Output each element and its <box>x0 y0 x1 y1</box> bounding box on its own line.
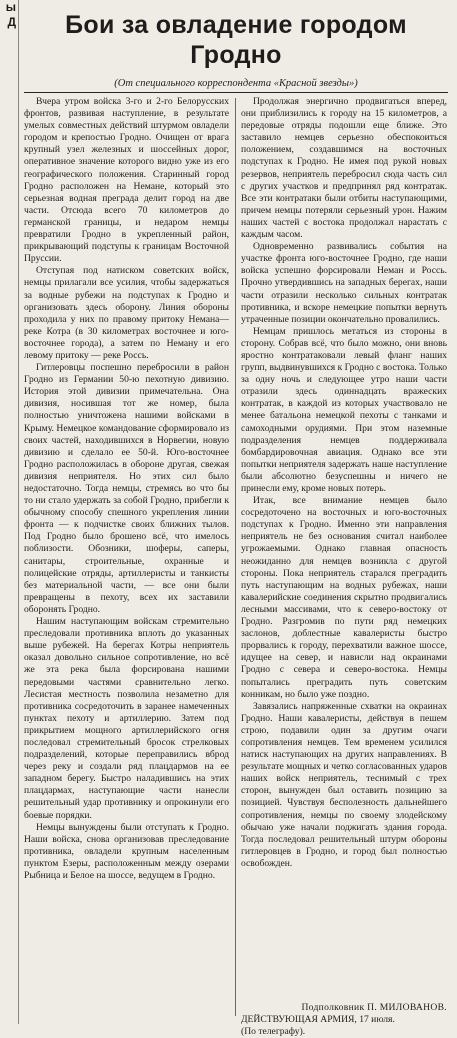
edge-fragment-text <box>0 615 18 630</box>
edge-fragment-text <box>0 195 18 210</box>
edge-fragment-text <box>0 540 18 555</box>
header-rule <box>24 92 448 93</box>
edge-fragment-text <box>0 480 18 495</box>
adjacent-column-fragment <box>0 0 19 1024</box>
edge-fragment-text <box>0 285 18 300</box>
article-column-left <box>24 96 229 1001</box>
edge-fragment-text <box>0 75 18 90</box>
article-headline: Бои за овладение городом Гродно <box>65 11 407 69</box>
article-byline: (От специального корреспондента «Красной звезды») <box>114 78 358 89</box>
edge-fragment-text <box>0 30 18 45</box>
article-dateline: ДЕЙСТВУЮЩАЯ АРМИЯ, 17 июля. <box>241 1014 395 1025</box>
edge-fragment-text <box>0 465 18 480</box>
article-paragraph: Гитлеровцы поспешно перебросили в район Гродно из Германии 50-ю пехотную дивизию. История этой дивизии примечательна. Она дивизия, носившая тот же номер, была полностью уничтожена нашими войсками в Крыму. Немецкое командование сформировало из своих частей, находившихся в Норвегии, новую дивизию и сделало ее 50-й. Юго-восточнее Гродно расположилась в обороне другая, свежая дивизия неприятеля. Но этих сил было недостаточно. Тогда немцы, стремясь во что бы то ни стало удержать за собой Гродно, прибегли к обычному способу спешного укрепления линии фронта — к подчистке своих ближних тылов. Под Гродно было брошено всё, что имелось поблизости. Обозники, шоферы, саперы, санитары, строительные, охранные и полицейские отряды, артиллеристы и танкисты без материальной части, — все они были превращены в пехоту, всех их заставили оборонять Гродно. <box>24 362 229 615</box>
edge-fragment-text <box>0 315 18 330</box>
edge-fragment-text <box>0 45 18 60</box>
edge-fragment-text <box>0 105 18 120</box>
edge-fragment-text <box>0 165 18 180</box>
edge-fragment-text <box>0 450 18 465</box>
article-paragraph: Нашим наступающим войскам стремительно преследовали противника вплоть до указанных выше рубежей. На берегах Котры неприятель оказал довольно сильное сопротивление, но всё же эта река была форсирована нашими передовыми частями сравнительно легко. Лесистая местность позволила незаметно для противника сосредоточить в заранее намеченных пунктах пехоту и артиллерию. Затем под прикрытием мощного артиллерийского огня последовал стремительный бросок стрелковых подразделений, которые переправились вброд через реку и создали ряд плацдармов на ее западном берегу. Быстро наладившись на этих плацдармах, наступающие части нанесли решительный удар противнику и опрокинули его боевые порядки. <box>24 616 229 821</box>
edge-fragment-text <box>0 135 18 150</box>
edge-fragment-text <box>0 345 18 360</box>
edge-fragment-text <box>0 60 18 75</box>
edge-fragment-text <box>0 300 18 315</box>
article-paragraph: Немцам пришлось метаться из стороны в сторону. Собрав всё, что было можно, они вновь яростно контратаковали левый фланг наших групп, выдвинувшихся к Гродно с востока. Только за одну ночь и следующее утро наши части отразили здесь одиннадцать вражеских контратак, в каждой из которых участвовало не менее батальона немецкой пехоты с танками и самоходными орудиями. При этом наземные подразделения немцев поддерживала бомбардировочная авиация. Однако все эти попытки неприятеля задержать наше наступление были абсолютно безуспешны и ничего не принесли ему, кроме новых потерь. <box>241 325 447 494</box>
edge-fragment-text <box>0 225 18 240</box>
edge-fragment-text <box>0 435 18 450</box>
article-paragraph: Итак, все внимание немцев было сосредоточено на восточных и юго-восточных подступах к Гродно. Именно эти направления неприятель не без основания считал наиболее угрожаемыми. Однако главная опасность неожиданно для немцев возникла с другой стороны. Пока неприятель старался преградить путь наступающим на водных рубежах, наши кавалерийские соединения скрытно продвигались лесными массивами, что к северо-востоку от Гродно. Разгромив по пути ряд немецких заслонов, доблестные кавалеристы быстро прорвались к городу, перехватили важное шоссе, идущее на север, и нависли над окраинами Гродно с севера и северо-востока. Немцы попытались преградить путь советским конникам, но было уже поздно. <box>241 495 447 700</box>
edge-fragment-text: ы <box>5 0 16 14</box>
edge-fragment-text <box>0 525 18 540</box>
article-dispatch-note: (По телеграфу). <box>241 1026 306 1037</box>
edge-fragment-text <box>0 570 18 585</box>
edge-fragment-text <box>0 375 18 390</box>
edge-fragment-text <box>0 180 18 195</box>
article-column-right <box>241 96 447 1026</box>
edge-fragment-text <box>0 405 18 420</box>
column-divider <box>235 98 236 1016</box>
edge-fragment-text <box>0 645 18 660</box>
edge-fragment-text <box>0 555 18 570</box>
article-paragraph: Вчера утром войска 3-го и 2-го Белорусских фронтов, развивая наступление, в результате умелых совместных действий штурмом овладели городом и крепостью Гродно. Очищен от врага крупный узел железных и шоссейных дорог, оперативное значение которого видно уже из его географического положения. Старинный город Гродно расположен на Немане, который это серьезная водная преграда делит город на две части. Отсюда всего 70 километров до германской границы, и недаром немцы превратили Гродно в укрепленный район, прикрывающий подступы к границам Восточной Пруссии. <box>24 96 229 265</box>
article-paragraph: Продолжая энергично продвигаться вперед, они приблизились к городу на 15 километров, а передовые отряды подошли еще ближе. Это заставило немцев серьезно обеспокоиться положением, создавшимся на восточных подступах к Гродно. Не имея под рукой новых резервов, неприятель перебросил сюда часть сил с других участков и предпринял ряд контратак. Все эти контратаки были отбиты наступающими, причем немцы потеряли серьезный урон. Нажим наших частей с востока продолжал нарастать с каждым часом. <box>241 96 447 241</box>
edge-fragment-text <box>0 510 18 525</box>
edge-fragment-text <box>0 585 18 600</box>
edge-fragment-text: Д <box>7 15 16 29</box>
edge-fragment-text <box>0 150 18 165</box>
edge-fragment-text <box>0 600 18 615</box>
edge-fragment-text <box>0 630 18 645</box>
edge-fragment-text <box>0 240 18 255</box>
edge-fragment-text <box>0 210 18 225</box>
article-paragraph: Одновременно развивались события на участке фронта юго-восточнее Гродно, где наши войска успешно форсировали Неман и Россь. Прочно утвердившись на западных берегах, наши части отразили несколько сильных контратак противника, и вскоре немецкие попытки вернуть утраченные позиции окончательно провалились. <box>241 241 447 325</box>
edge-fragment-text <box>0 255 18 270</box>
edge-fragment-text <box>0 360 18 375</box>
edge-fragment-text <box>0 495 18 510</box>
edge-fragment-text <box>0 90 18 105</box>
edge-fragment-text <box>0 270 18 285</box>
edge-fragment-text <box>0 420 18 435</box>
edge-fragment-text <box>0 120 18 135</box>
article-author: Подполковник П. МИЛОВАНОВ. <box>301 1002 447 1013</box>
edge-fragment-text <box>0 330 18 345</box>
article-paragraph: Немцы вынуждены были отступать к Гродно. Наши войска, снова организовав преследование противника, овладели крупным населенным пунктом Езеры, расположенным между озерами Рыбница и Белое на шоссе, ведущем в Гродно. <box>24 821 229 881</box>
edge-fragment-text <box>0 390 18 405</box>
article-paragraph: Завязались напряженные схватки на окраинах Гродно. Наши кавалеристы, действуя в пешем строю, подавили один за другим очаги сопротивления немцев. Тем временем усилился натиск наступающих на других направлениях. В результате мощных и четко согласованных ударов наших войск неприятель, теснимый с трех сторон, вынужден был оставить позицию за позицией. Чувствуя бесполезность дальнейшего сопротивления, немцы по своему злодейскому обычаю уже начали поджигать здания города. Тогда последовал решительный штурм обороны гитлеровцев в Гродно, и город был полностью освобожден. <box>241 700 447 869</box>
article-paragraph: Отступая под натиском советских войск, немцы прилагали все усилия, чтобы задержаться за водные рубежи на подступах к Гродно и организовать здесь оборону. Линия обороны проходила у них по правому притоку Немана—реке Котра (в 30 километрах восточнее и юго-восточнее города), а затем по Неману и его левому притоку — реке Россь. <box>24 265 229 361</box>
